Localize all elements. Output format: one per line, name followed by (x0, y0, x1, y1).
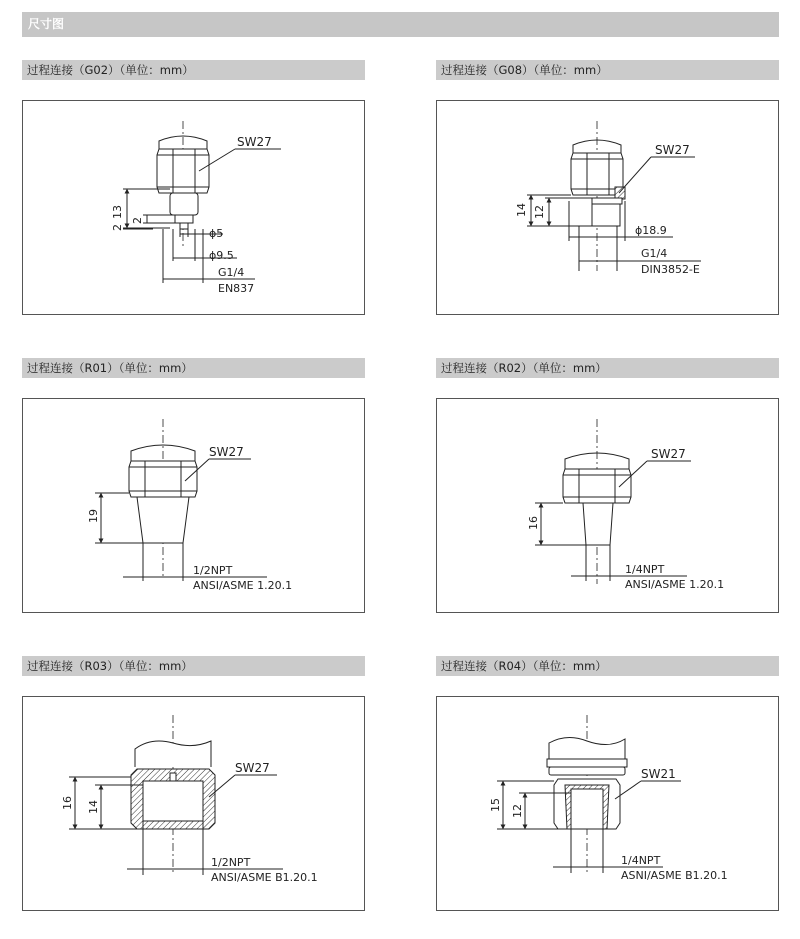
section-header-r01 (22, 358, 365, 378)
thread-r01: 1/2NPT (193, 564, 233, 577)
dim-14-g08: 14 (515, 203, 528, 217)
drawing-panel-r03 (22, 696, 365, 911)
standard-r02: ANSI/ASME 1.20.1 (625, 578, 725, 591)
section-header-g02 (22, 60, 365, 80)
drawing-g08 (437, 101, 780, 316)
sw-label-r02: SW27 (651, 447, 686, 461)
section-title-r01: 过程连接（R01）（单位：mm） (27, 361, 193, 375)
drawing-panel-r02 (436, 398, 779, 613)
dim-2a-g02: 2 (111, 224, 124, 231)
standard-g08: DIN3852-E (641, 263, 700, 276)
drawing-r02 (437, 399, 780, 614)
sw-label-g08: SW27 (655, 143, 690, 157)
dim-16-r03: 16 (61, 796, 74, 810)
thread-g08: G1/4 (641, 247, 668, 260)
standard-r01: ANSI/ASME 1.20.1 (193, 579, 293, 592)
dim-d189-g08: ϕ18.9 (635, 224, 667, 237)
section-title-g02: 过程连接（G02）（单位：mm） (27, 63, 194, 77)
thread-r04: 1/4NPT (621, 854, 661, 867)
thread-g02: G1/4 (218, 266, 245, 279)
sw-label-r03: SW27 (235, 761, 270, 775)
dim-d95-g02: ϕ9.5 (209, 249, 234, 262)
dim-16-r02: 16 (527, 516, 540, 530)
dim-14-r03: 14 (87, 800, 100, 814)
drawing-panel-r01 (22, 398, 365, 613)
standard-r03: ANSI/ASME B1.20.1 (211, 871, 318, 884)
sw-label-g02: SW27 (237, 135, 272, 149)
drawing-r03 (23, 697, 366, 912)
dim-19-r01: 19 (87, 509, 100, 523)
section-header-r03 (22, 656, 365, 676)
section-header-r02 (436, 358, 779, 378)
drawing-r01 (23, 399, 366, 614)
dim-12-r04: 12 (511, 804, 524, 818)
section-title-g08: 过程连接（G08）（单位：mm） (441, 63, 608, 77)
drawing-r04 (437, 697, 780, 912)
standard-r04: ASNI/ASME B1.20.1 (621, 869, 728, 882)
drawing-panel-r04 (436, 696, 779, 911)
dim-2b-g02: 2 (131, 217, 144, 224)
section-title-r04: 过程连接（R04）（单位：mm） (441, 659, 607, 673)
section-title-r02: 过程连接（R02）（单位：mm） (441, 361, 607, 375)
thread-r03: 1/2NPT (211, 856, 251, 869)
drawing-panel-g08 (436, 100, 779, 315)
sw-label-r04: SW21 (641, 767, 676, 781)
page-title: 尺寸图 (28, 17, 65, 31)
standard-g02: EN837 (218, 282, 255, 295)
dim-d5-g02: ϕ5 (209, 227, 224, 240)
section-header-r04 (436, 656, 779, 676)
dim-15-r04: 15 (489, 798, 502, 812)
page-header (22, 12, 779, 37)
drawing-panel-g02 (22, 100, 365, 315)
dim-13-g02: 13 (111, 205, 124, 219)
section-title-r03: 过程连接（R03）（单位：mm） (27, 659, 193, 673)
sw-label-r01: SW27 (209, 445, 244, 459)
drawing-g02 (23, 101, 366, 316)
dim-12-g08: 12 (533, 205, 546, 219)
section-header-g08 (436, 60, 779, 80)
thread-r02: 1/4NPT (625, 563, 665, 576)
